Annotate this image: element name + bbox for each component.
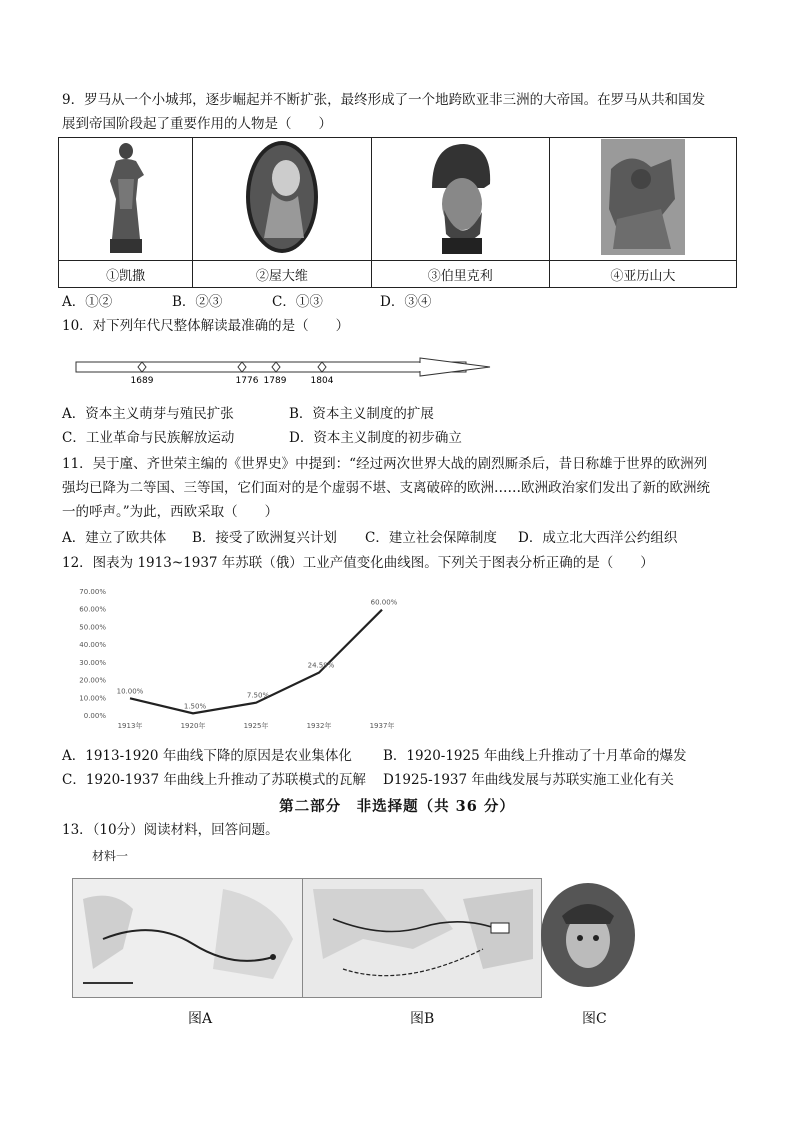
data-label: 10.00% <box>116 687 144 696</box>
timeline-marker-1776 <box>238 362 246 372</box>
caesar-statue-image <box>59 138 193 261</box>
q11-option-a[interactable]: A．建立了欧共体 <box>62 530 167 546</box>
x-tick-label: 1913年 <box>117 722 143 730</box>
q12-option-a[interactable]: A．1913-1920 年曲线下降的原因是农业集体化 <box>62 748 352 764</box>
part2-heading: 第二部分 非选择题（共 36 分） <box>279 798 515 815</box>
figure-c-mosaic <box>540 882 636 988</box>
figure-a-caption: 图A <box>188 1011 213 1027</box>
q9-portrait-table <box>58 137 737 288</box>
x-tick-label: 1937年 <box>369 722 395 730</box>
q11-option-b[interactable]: B．接受了欧洲复兴计划 <box>192 530 337 546</box>
figure-b-map <box>302 878 542 998</box>
y-tick-label: 40.00% <box>79 641 106 650</box>
timeline-year-1689: 1689 <box>130 376 154 386</box>
figure-c-caption: 图C <box>582 1011 607 1027</box>
q12-option-d[interactable]: D1925-1937 年曲线发展与苏联实施工业化有关 <box>383 772 674 788</box>
q11-option-c[interactable]: C．建立社会保障制度 <box>365 530 497 546</box>
caption-alexander: ④亚历山大 <box>549 261 736 288</box>
q10-option-a[interactable]: A．资本主义萌芽与殖民扩张 <box>62 406 234 422</box>
material-one-label: 材料一 <box>92 849 129 863</box>
timeline-year-1804: 1804 <box>310 376 334 386</box>
q9-stem-line2: 展到帝国阶段起了重要作用的人物是（ ） <box>62 116 332 132</box>
data-label: 7.50% <box>246 691 270 700</box>
q12-option-c[interactable]: C．1920-1937 年曲线上升推动了苏联模式的瓦解 <box>62 772 366 788</box>
data-label: 1.50% <box>183 702 207 711</box>
industrial-output-chart <box>62 584 402 734</box>
figure-b-caption: 图B <box>410 1011 435 1027</box>
q9-option-b[interactable]: B．②③ <box>172 294 223 310</box>
q10-option-d[interactable]: D．资本主义制度的初步确立 <box>289 430 462 446</box>
q11-option-d[interactable]: D．成立北大西洋公约组织 <box>518 530 678 546</box>
y-tick-label: 60.00% <box>79 605 106 614</box>
caption-octavian: ②屋大维 <box>193 261 371 288</box>
octavian-cameo-image <box>193 138 371 261</box>
timeline-marker-1789 <box>272 362 280 372</box>
q10-option-c[interactable]: C．工业革命与民族解放运动 <box>62 430 235 446</box>
pericles-bust-image <box>371 138 549 261</box>
data-label: 60.00% <box>370 598 398 607</box>
q10-option-b[interactable]: B．资本主义制度的扩展 <box>289 406 434 422</box>
q12-option-b[interactable]: B．1920-1925 年曲线上升推动了十月革命的爆发 <box>383 748 687 764</box>
y-tick-label: 0.00% <box>83 712 106 720</box>
y-tick-label: 50.00% <box>79 623 106 632</box>
x-tick-label: 1932年 <box>306 722 332 730</box>
q10-stem: 10．对下列年代尺整体解读最准确的是（ ） <box>62 318 350 334</box>
q11-stem-line2: 强均已降为二等国、三等国，它们面对的是个虚弱不堪、支离破碎的欧洲……欧洲政治家们发出了新的欧洲统 <box>62 480 710 496</box>
caption-pericles: ③伯里克利 <box>371 261 549 288</box>
q11-stem-line3: 一的呼声。”为此，西欧采取（ ） <box>62 504 279 520</box>
x-tick-label: 1925年 <box>243 722 269 730</box>
timeline-year-1776: 1776 <box>235 376 259 386</box>
timeline-year-1789: 1789 <box>263 376 287 386</box>
figure-a-map <box>72 878 304 998</box>
alexander-mosaic-image <box>549 138 736 261</box>
y-tick-label: 70.00% <box>79 588 106 596</box>
q9-option-d[interactable]: D．③④ <box>380 294 432 310</box>
q12-stem: 12．图表为 1913~1937 年苏联（俄）工业产值变化曲线图。下列关于图表分析正确的是（ ） <box>62 555 654 571</box>
caption-caesar: ①凯撒 <box>59 261 193 288</box>
q13-stem: 13．（10分）阅读材料，回答问题。 <box>62 822 279 838</box>
q9-option-a[interactable]: A．①② <box>62 294 113 310</box>
q11-stem-line1: 11．吴于廑、齐世荣主编的《世界史》中提到：“经过两次世界大战的剧烈厮杀后，昔日称雄于世界的欧洲列 <box>62 456 708 472</box>
x-tick-label: 1920年 <box>180 722 206 730</box>
y-tick-label: 30.00% <box>79 658 106 667</box>
q9-stem-line1: 9．罗马从一个小城邦，逐步崛起并不断扩张，最终形成了一个地跨欧亚非三洲的大帝国。在罗马从共和国发 <box>62 92 706 108</box>
timeline-diagram <box>70 352 500 388</box>
q9-option-c[interactable]: C．①③ <box>272 294 323 310</box>
y-tick-label: 10.00% <box>79 694 106 703</box>
y-tick-label: 20.00% <box>79 676 106 685</box>
timeline-marker-1689 <box>138 362 146 372</box>
data-label: 24.59% <box>307 661 335 670</box>
timeline-marker-1804 <box>318 362 326 372</box>
